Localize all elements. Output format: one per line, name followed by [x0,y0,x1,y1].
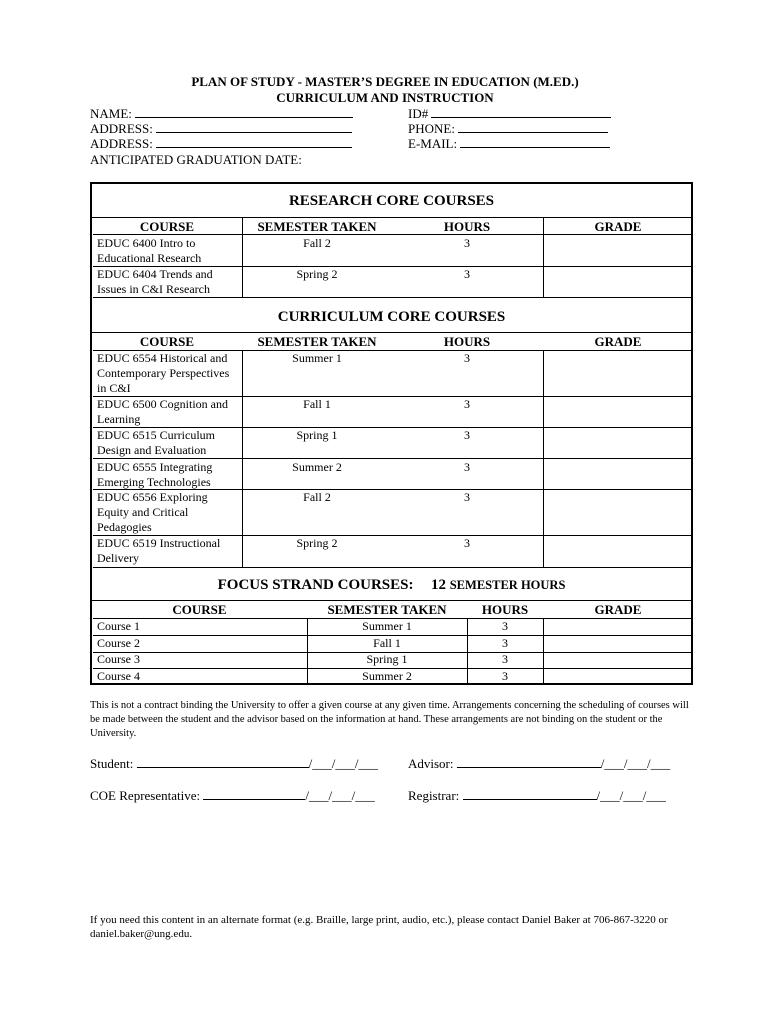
grad-date-label: ANTICIPATED GRADUATION DATE: [90,152,302,167]
focus-semester-3: Spring 1 [366,652,408,666]
form-title: PLAN OF STUDY - MASTER’S DEGREE IN EDUCATION (M.ED.) [191,74,579,89]
curriculum-hours-3: 3 [464,428,470,442]
curriculum-semester-2: Fall 1 [303,397,331,411]
focus-hours-2: 3 [502,636,508,650]
accessibility-footer: If you need this content in an alternate format (e.g. Braille, large print, audio, etc.), please contact Daniel Baker at 706-867-3220 or daniel.baker@ung.edu. [90,914,668,940]
date-separator: / [308,756,313,771]
email-label: E-MAIL: [408,136,458,151]
address2-blank[interactable] [156,136,352,148]
focus-course-3: Course 3 [97,652,140,666]
grade-col-header: GRADE [594,334,642,349]
grade-col-header: GRADE [594,602,642,617]
grade-col-header: GRADE [594,219,642,234]
curriculum-course-5: EDUC 6556 Exploring Equity and Critical Pedagogies [97,490,208,534]
student-signature-line[interactable] [90,756,378,772]
focus-hours-3: 3 [502,652,508,666]
divider [91,217,692,218]
research-semester-1: Fall 2 [303,236,331,250]
curriculum-semester-1: Summer 1 [292,351,342,365]
divider [91,332,692,333]
focus-hours-1: 3 [502,619,508,633]
advisor-signature-line[interactable] [408,756,670,772]
coe-signature-line[interactable] [90,788,375,804]
col-divider [242,218,243,297]
id-field[interactable] [408,106,611,122]
date-separator: / [596,788,601,803]
research-hours-1: 3 [464,236,470,250]
curriculum-hours-1: 3 [464,351,470,365]
form-subtitle: CURRICULUM AND INSTRUCTION [276,90,494,105]
disclaimer-text: This is not a contract binding the University to offer a given course at any given time. Arrangements concerning the scheduling of courses will be made between the student and the advisor based on the information at hand. These arrangements are not binding on the student or the University. [90,700,689,739]
curriculum-semester-3: Spring 1 [296,428,338,442]
research-section-title: RESEARCH CORE COURSES [288,193,495,209]
date-separator: / [600,756,605,771]
address2-field[interactable] [90,136,352,152]
curriculum-hours-4: 3 [464,460,470,474]
advisor-signature-blank[interactable] [457,756,601,768]
student-label: Student: [90,756,134,771]
col-divider [543,618,544,684]
phone-field[interactable] [408,121,608,137]
curriculum-course-4: EDUC 6555 Integrating Emerging Technologies [97,460,213,489]
col-divider [543,350,544,567]
curriculum-course-6: EDUC 6519 Instructional Delivery [97,536,221,565]
focus-semester-1: Summer 1 [362,619,412,633]
divider [91,600,692,601]
registrar-signature-line[interactable] [408,788,666,804]
curriculum-semester-4: Summer 2 [292,460,342,474]
course-col-header: COURSE [139,219,195,234]
semester-col-header: SEMESTER TAKEN [257,219,377,234]
divider [93,297,692,298]
hours-col-header: HOURS [481,602,529,617]
name-field[interactable] [90,106,353,122]
name-blank[interactable] [135,106,353,118]
curriculum-course-3: EDUC 6515 Curriculum Design and Evaluation [97,428,215,457]
focus-hours-4: 3 [502,669,508,683]
registrar-signature-blank[interactable] [463,788,597,800]
course-col-header: COURSE [172,602,227,617]
curriculum-semester-6: Spring 2 [296,536,338,550]
student-date-blank[interactable]: ___/___/___ [312,756,378,771]
email-blank[interactable] [460,136,610,148]
research-course-2: EDUC 6404 Trends and Issues in C&I Research [97,267,213,296]
hours-col-header: HOURS [443,334,491,349]
focus-hours-unit: SEMESTER HOURS [449,578,566,592]
curriculum-course-2: EDUC 6500 Cognition and Learning [97,397,228,426]
phone-blank[interactable] [458,121,608,133]
focus-semester-4: Summer 2 [362,669,412,683]
research-hours-2: 3 [464,267,470,281]
curriculum-hours-6: 3 [464,536,470,550]
advisor-label: Advisor: [408,756,454,771]
focus-course-2: Course 2 [97,636,140,650]
course-col-header: COURSE [139,334,195,349]
curriculum-course-1: EDUC 6554 Historical and Contemporary Perspectives in C&I [97,351,230,395]
focus-course-1: Course 1 [97,619,140,633]
date-separator: / [305,788,309,803]
phone-label: PHONE: [408,121,455,136]
divider [93,234,692,235]
address2-label: ADDRESS: [90,136,153,151]
semester-col-header: SEMESTER TAKEN [327,602,447,617]
id-blank[interactable] [431,106,611,118]
advisor-date-blank[interactable]: ___/___/___ [604,756,671,771]
curriculum-semester-5: Fall 2 [303,490,331,504]
curriculum-section-title: CURRICULUM CORE COURSES [277,309,506,325]
divider [93,567,692,568]
divider [93,458,692,459]
coe-date-blank[interactable]: ___/___/___ [308,788,375,803]
coe-signature-blank[interactable] [203,788,305,800]
col-divider [307,618,308,684]
focus-hours-number: 12 [430,577,446,593]
focus-course-4: Course 4 [97,669,140,683]
address1-blank[interactable] [156,121,352,133]
email-field[interactable] [408,136,610,152]
id-label: ID# [408,106,429,121]
address1-label: ADDRESS: [90,121,153,136]
registrar-date-blank[interactable]: ___/___/___ [600,788,666,803]
student-signature-blank[interactable] [137,756,309,768]
research-course-1: EDUC 6400 Intro to Educational Research [97,236,202,265]
focus-semester-2: Fall 1 [373,636,401,650]
curriculum-hours-2: 3 [464,397,470,411]
curriculum-hours-5: 3 [464,490,470,504]
name-label: NAME: [90,106,132,121]
col-divider [467,618,468,684]
semester-col-header: SEMESTER TAKEN [257,334,377,349]
research-semester-2: Spring 2 [296,267,338,281]
focus-title-text: FOCUS STRAND COURSES: [217,577,414,593]
col-divider [543,218,544,297]
coe-label: COE Representative: [90,788,201,803]
col-divider [242,350,243,567]
address1-field[interactable] [90,121,352,137]
hours-col-header: HOURS [443,219,491,234]
focus-section-title [90,577,693,594]
registrar-label: Registrar: [408,788,460,803]
